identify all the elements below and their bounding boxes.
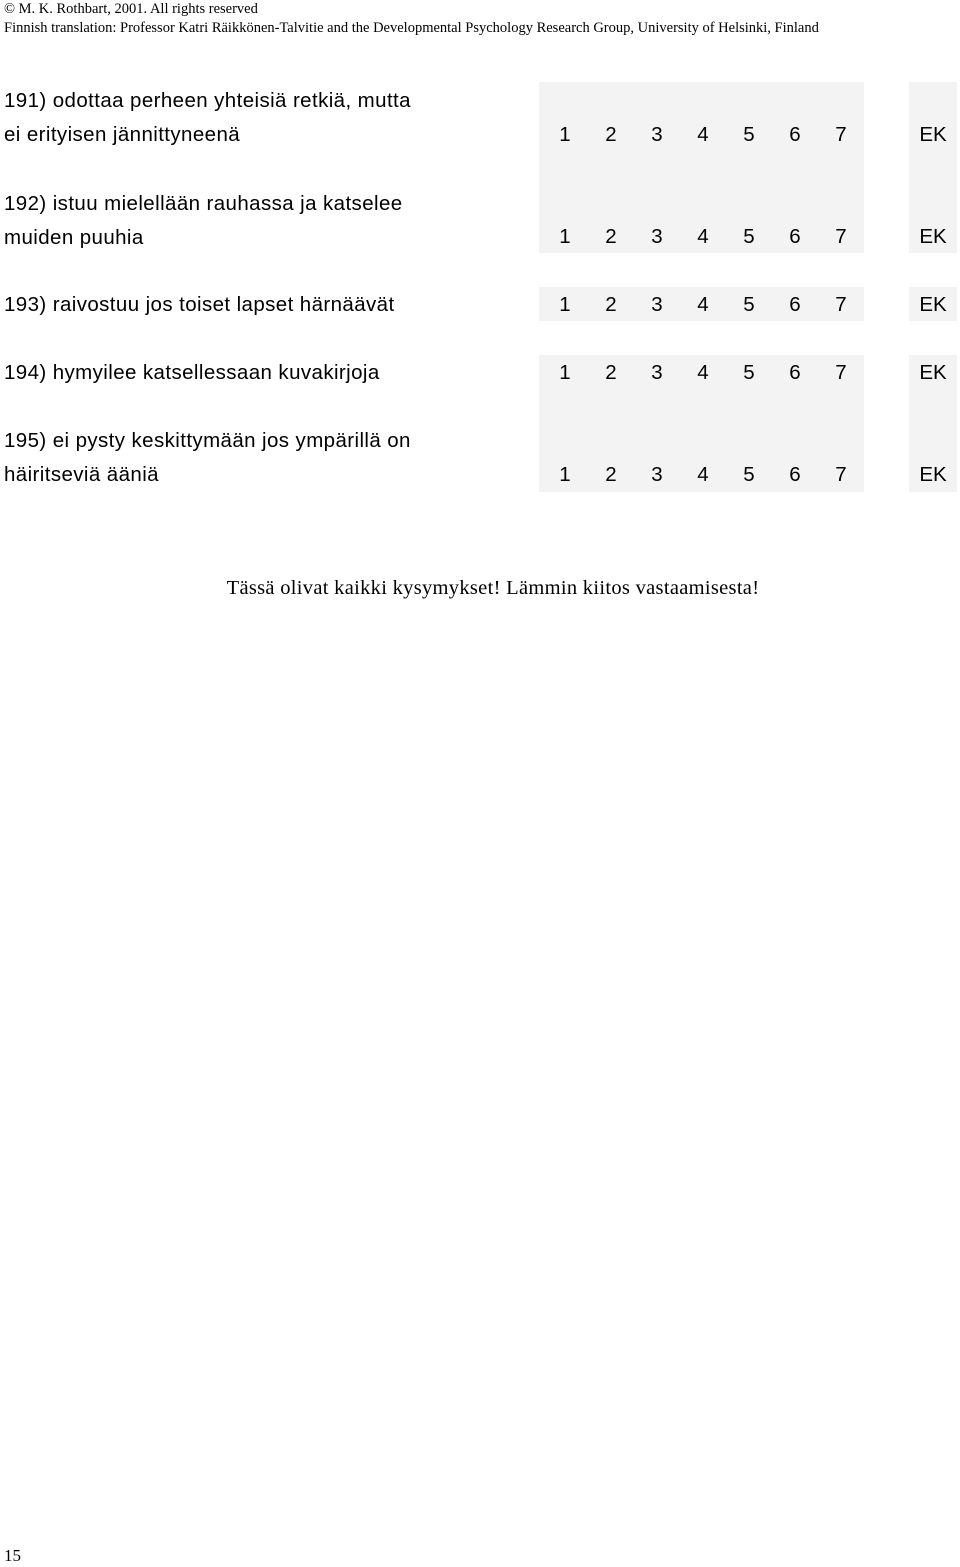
scale-option-4[interactable]: 4 [697, 463, 709, 486]
scale-option-4[interactable]: 4 [697, 361, 709, 384]
dont-know-option[interactable]: EK [919, 225, 947, 248]
question-191 [4, 84, 411, 152]
scale-option-2[interactable]: 2 [605, 225, 617, 248]
scale-option-2[interactable]: 2 [605, 293, 617, 316]
scale-option-6[interactable]: 6 [789, 361, 801, 384]
question-line: 194) hymyilee katsellessaan kuvakirjoja [4, 361, 380, 384]
scale-option-3[interactable]: 3 [651, 123, 663, 146]
copyright-notice: © M. K. Rothbart, 2001. All rights reserved [4, 1, 258, 17]
scale-option-1[interactable]: 1 [559, 463, 571, 486]
dont-know-option[interactable]: EK [919, 361, 947, 384]
scale-option-1[interactable]: 1 [559, 225, 571, 248]
scale-option-4[interactable]: 4 [697, 123, 709, 146]
scale-option-6[interactable]: 6 [789, 225, 801, 248]
scale-option-1[interactable]: 1 [559, 123, 571, 146]
scale-option-3[interactable]: 3 [651, 361, 663, 384]
scale-option-4[interactable]: 4 [697, 225, 709, 248]
scale-option-2[interactable]: 2 [605, 123, 617, 146]
dont-know-option[interactable]: EK [919, 123, 947, 146]
scale-option-7[interactable]: 7 [835, 463, 847, 486]
question-195 [4, 424, 411, 492]
scale-option-2[interactable]: 2 [605, 463, 617, 486]
question-line: 192) istuu mielellään rauhassa ja katselee [4, 192, 403, 215]
dont-know-option[interactable]: EK [919, 293, 947, 316]
scale-option-7[interactable]: 7 [835, 225, 847, 248]
scale-option-6[interactable]: 6 [789, 463, 801, 486]
scale-option-6[interactable]: 6 [789, 293, 801, 316]
page-header [4, 0, 819, 38]
question-193 [4, 288, 395, 322]
scale-option-5[interactable]: 5 [743, 293, 755, 316]
scale-option-5[interactable]: 5 [743, 225, 755, 248]
scale-option-3[interactable]: 3 [651, 293, 663, 316]
scale-option-3[interactable]: 3 [651, 463, 663, 486]
scale-option-7[interactable]: 7 [835, 123, 847, 146]
question-line: häiritseviä ääniä [4, 463, 159, 486]
question-194 [4, 356, 380, 390]
scale-option-2[interactable]: 2 [605, 361, 617, 384]
dont-know-option[interactable]: EK [919, 463, 947, 486]
scale-option-3[interactable]: 3 [651, 225, 663, 248]
scale-option-5[interactable]: 5 [743, 361, 755, 384]
scale-option-1[interactable]: 1 [559, 293, 571, 316]
scale-option-4[interactable]: 4 [697, 293, 709, 316]
scale-option-1[interactable]: 1 [559, 361, 571, 384]
scale-option-7[interactable]: 7 [835, 293, 847, 316]
scale-option-5[interactable]: 5 [743, 463, 755, 486]
question-line: 195) ei pysty keskittymään jos ympärillä on [4, 429, 411, 452]
closing-message: Tässä olivat kaikki kysymykset! Lämmin kiitos vastaamisesta! [226, 577, 760, 599]
question-192 [4, 187, 403, 255]
question-line: ei erityisen jännittyneenä [4, 123, 241, 146]
question-line: muiden puuhia [4, 226, 144, 249]
scale-option-7[interactable]: 7 [835, 361, 847, 384]
translation-credit: Finnish translation: Professor Katri Räikkönen-Talvitie and the Developmental Psychology Research Group, University of Helsinki, Finland [4, 20, 819, 36]
scale-option-6[interactable]: 6 [789, 123, 801, 146]
scale-option-5[interactable]: 5 [743, 123, 755, 146]
question-line: 191) odottaa perheen yhteisiä retkiä, mutta [4, 89, 411, 112]
page-number: 15 [4, 1546, 21, 1565]
question-line: 193) raivostuu jos toiset lapset härnäävät [4, 293, 395, 316]
